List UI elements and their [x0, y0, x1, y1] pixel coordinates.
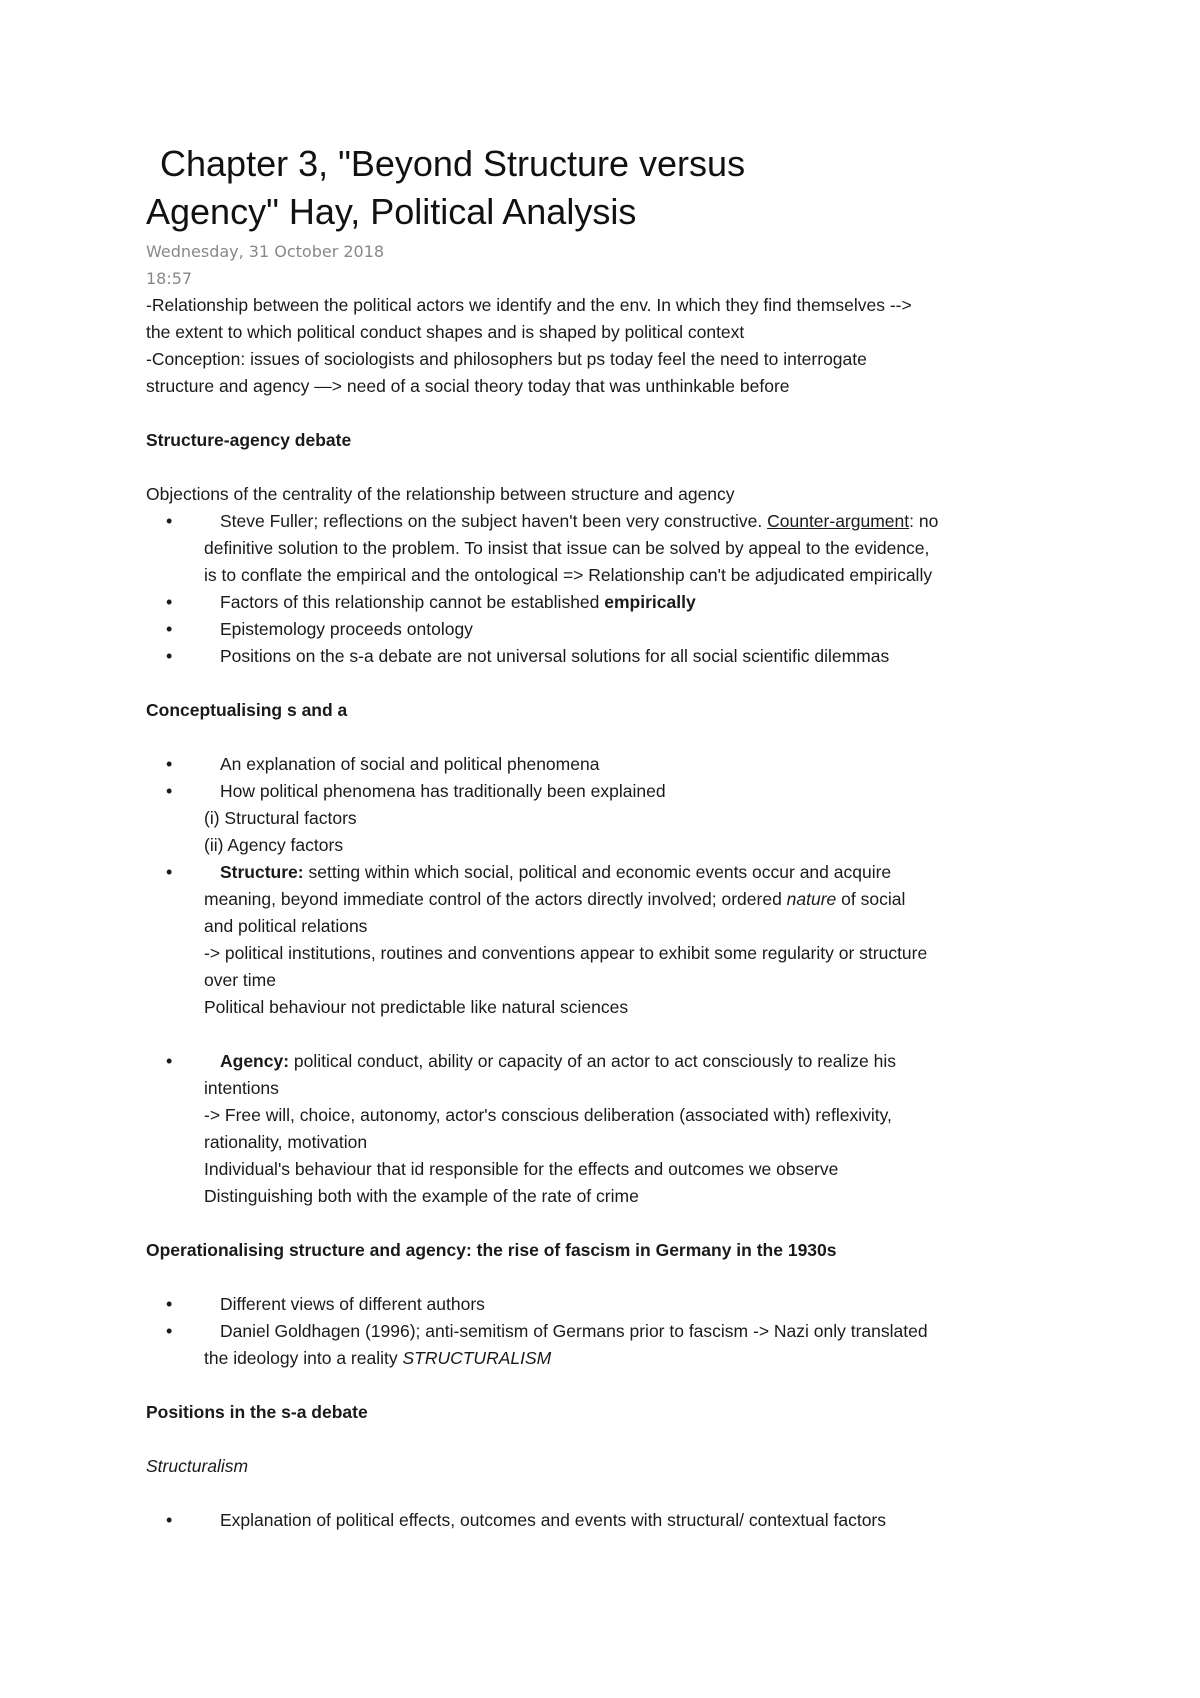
- intro-line: -Relationship between the political actors we identify and the env. In which they find themselves -->: [146, 295, 912, 315]
- section-heading: Operationalising structure and agency: the rise of fascism in Germany in the 1930s: [146, 1240, 837, 1260]
- section-heading: Conceptualising s and a: [146, 700, 348, 720]
- list-item-continuation: the ideology into a reality STRUCTURALISM: [204, 1348, 552, 1368]
- intro-line: structure and agency —> need of a social theory today that was unthinkable before: [146, 376, 790, 396]
- list-item-continuation: Individual's behaviour that id responsible for the effects and outcomes we observe: [204, 1159, 839, 1179]
- list-item-continuation: rationality, motivation: [204, 1132, 368, 1152]
- list-item-continuation: (i) Structural factors: [204, 808, 357, 828]
- bullet-icon: •: [166, 862, 173, 882]
- list-item-continuation: meaning, beyond immediate control of the actors directly involved; ordered nature of social: [204, 889, 906, 909]
- bullet-icon: •: [166, 619, 173, 639]
- list-item-continuation: -> Free will, choice, autonomy, actor's conscious deliberation (associated with) reflexivity,: [204, 1105, 892, 1125]
- paragraph: Objections of the centrality of the relationship between structure and agency: [146, 484, 735, 504]
- list-item: Factors of this relationship cannot be established empirically: [220, 592, 696, 612]
- list-item-continuation: intentions: [204, 1078, 279, 1098]
- intro-line: the extent to which political conduct shapes and is shaped by political context: [146, 322, 745, 342]
- list-item: Positions on the s-a debate are not universal solutions for all social scientific dilemmas: [220, 646, 890, 666]
- list-item-continuation: is to conflate the empirical and the ontological => Relationship can't be adjudicated empirically: [204, 565, 933, 585]
- intro-line: -Conception: issues of sociologists and philosophers but ps today feel the need to interrogate: [146, 349, 867, 369]
- list-item-continuation: -> political institutions, routines and conventions appear to exhibit some regularity or structure: [204, 943, 928, 963]
- list-item: Explanation of political effects, outcomes and events with structural/ contextual factors: [220, 1510, 886, 1530]
- bullet-icon: •: [166, 1294, 173, 1314]
- list-item-continuation: (ii) Agency factors: [204, 835, 344, 855]
- list-item: Different views of different authors: [220, 1294, 485, 1314]
- bullet-icon: •: [166, 646, 173, 666]
- bullet-icon: •: [166, 781, 173, 801]
- list-item-continuation: Political behaviour not predictable like natural sciences: [204, 997, 629, 1017]
- note-time: 18:57: [146, 269, 193, 288]
- list-item: How political phenomena has traditionally been explained: [220, 781, 666, 801]
- note-date: Wednesday, 31 October 2018: [146, 242, 385, 261]
- list-item-continuation: and political relations: [204, 916, 368, 936]
- title-line-2: Agency" Hay, Political Analysis: [146, 191, 637, 232]
- list-item: Epistemology proceeds ontology: [220, 619, 473, 639]
- section-heading: Positions in the s-a debate: [146, 1402, 368, 1422]
- list-item: An explanation of social and political phenomena: [220, 754, 600, 774]
- bullet-icon: •: [166, 511, 173, 531]
- page-title: [146, 140, 1046, 236]
- bullet-icon: •: [166, 1051, 173, 1071]
- title-line-1: Chapter 3, "Beyond Structure versus: [160, 143, 746, 184]
- section-heading: Structure-agency debate: [146, 430, 352, 450]
- list-item-continuation: Distinguishing both with the example of the rate of crime: [204, 1186, 639, 1206]
- bullet-icon: •: [166, 754, 173, 774]
- bullet-icon: •: [166, 1510, 173, 1530]
- list-item-continuation: over time: [204, 970, 276, 990]
- subheading: Structuralism: [146, 1456, 249, 1476]
- bullet-icon: •: [166, 1321, 173, 1341]
- list-item-continuation: definitive solution to the problem. To insist that issue can be solved by appeal to the evidence,: [204, 538, 930, 558]
- list-item: Daniel Goldhagen (1996); anti-semitism of Germans prior to fascism -> Nazi only translated: [220, 1321, 928, 1341]
- list-item: Structure: setting within which social, political and economic events occur and acquire: [220, 862, 892, 882]
- bullet-icon: •: [166, 592, 173, 612]
- list-item: Steve Fuller; reflections on the subject haven't been very constructive. Counter-argument: no: [220, 511, 939, 531]
- list-item: Agency: political conduct, ability or capacity of an actor to act consciously to realize his: [220, 1051, 897, 1071]
